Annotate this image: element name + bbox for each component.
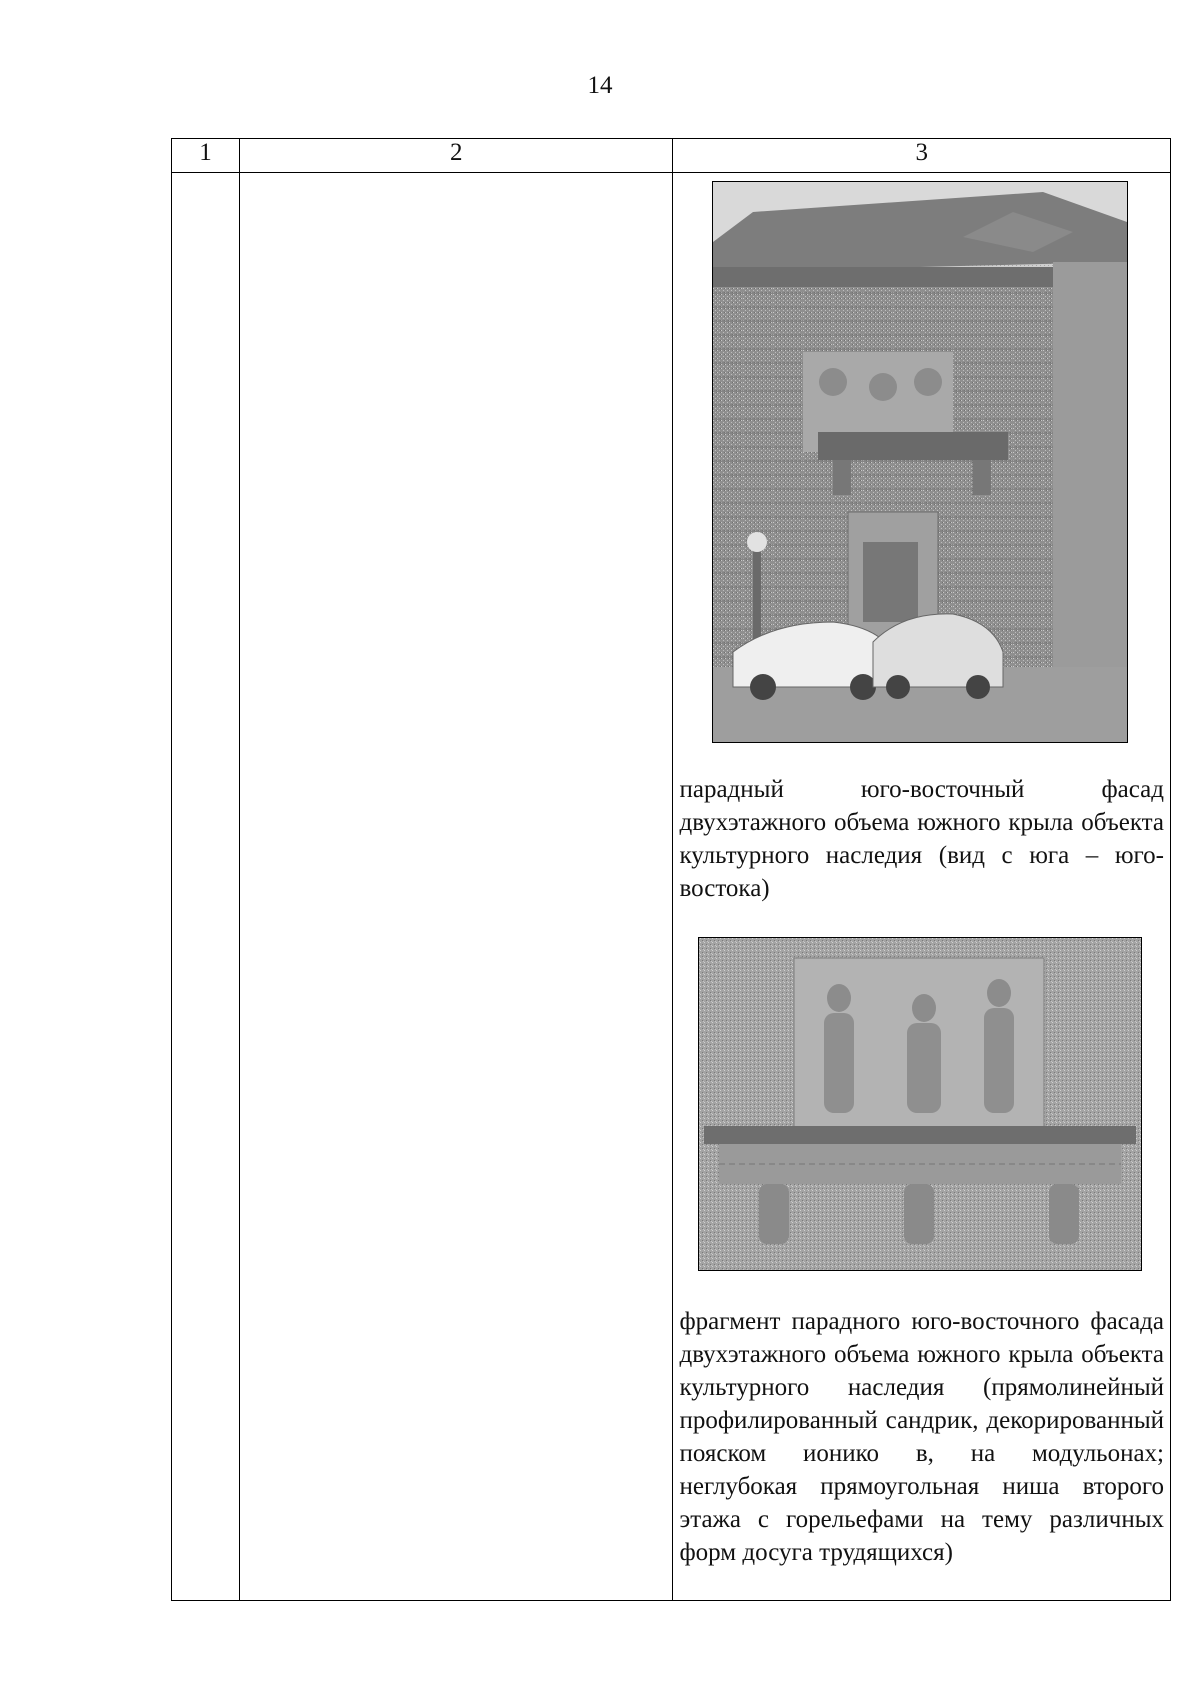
heritage-object-table (171, 138, 1171, 1601)
photo-caption-fragment: фрагмент парадного юго-восточного фасада двухэтажного объема южного крыла объекта культурного наследия (прямолинейный профилированный сандрик, декорированный пояском ионико в, на модульонах; неглубокая прямоугольная ниша второго этажа с горельефами на тему различных форм досуга трудящихся) (679, 1308, 1164, 1566)
building-facade-photo-icon (712, 181, 1128, 743)
cell-col2 (240, 173, 673, 1601)
page-number: 14 (587, 72, 613, 99)
cell-col3-photos (673, 173, 1171, 1601)
column-header-3: 3 (673, 139, 1171, 173)
table-header-row (172, 139, 1171, 173)
table-row (172, 173, 1171, 1601)
bas-relief-fragment-photo-icon (698, 937, 1142, 1271)
photo-caption-facade: парадный юго-восточный фасад двухэтажного объема южного крыла объекта культурного наследия (вид с юга – юго-востока) (679, 776, 1164, 902)
cell-col1 (172, 173, 240, 1601)
column-header-1: 1 (172, 139, 240, 173)
column-header-2: 2 (240, 139, 673, 173)
